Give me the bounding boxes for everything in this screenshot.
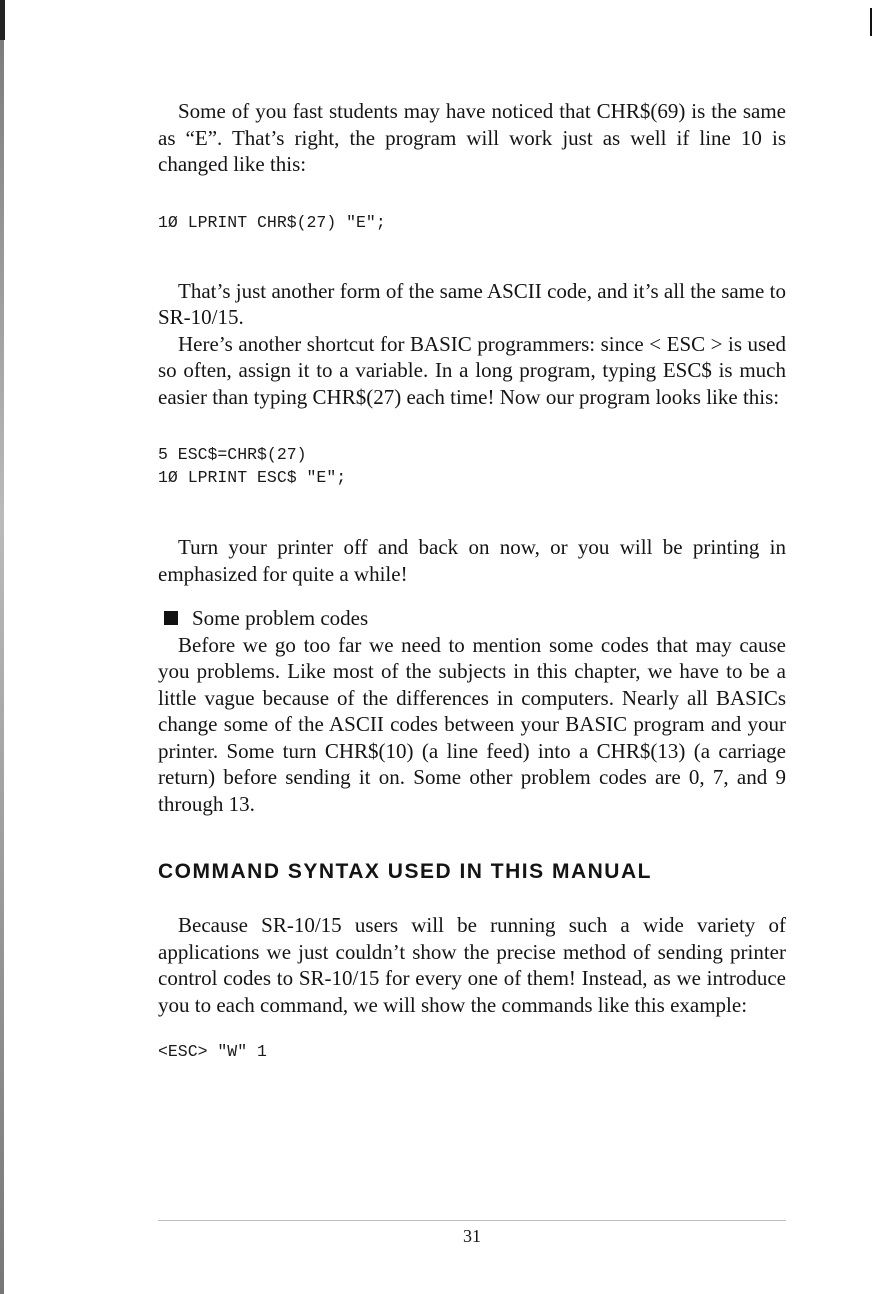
paragraph-shortcut: Here’s another shortcut for BASIC programmers: since < ESC > is used so often, assign it to a variable. In a long program, typing ESC$ is much easier than typing CHR$(27) each time! Now our program looks like this: (158, 331, 786, 409)
code-line-10-esc: 1Ø LPRINT ESC$ "E"; (158, 468, 347, 487)
code-line-10-chr: 1Ø LPRINT CHR$(27) "E"; (158, 212, 386, 232)
scan-edge (0, 0, 4, 1294)
footer-rule (158, 1220, 786, 1221)
page-body (158, 92, 786, 1063)
scan-mark (0, 0, 5, 40)
paragraph-problem-codes: Before we go too far we need to mention some codes that may cause you problems. Like most of the subjects in this chapter, we have to be a little vague because of the differences in computers. Nearly all BASICs change some of the ASCII codes between your BASIC program and your printer. Some turn CHR$(10) (a line feed) into a CHR$(13) (a carriage return) before sending it on. Some other problem codes are 0, 7, and 9 through 13. (158, 632, 786, 816)
code-line-5: 5 ESC$=CHR$(27) (158, 445, 307, 464)
subheading-problem-codes (158, 605, 786, 632)
bullet-square-icon (164, 611, 178, 625)
paragraph-ascii-form: That’s just another form of the same ASCII code, and it’s all the same to SR-10/15. (158, 278, 786, 329)
paragraph-chr69: Some of you fast students may have noticed that CHR$(69) is the same as “E”. That’s right, the program will work just as well if line 10 is changed like this: (158, 99, 786, 176)
subheading-text: Some problem codes (192, 606, 369, 630)
code-block-esc (158, 443, 786, 489)
section-heading: COMMAND SYNTAX USED IN THIS MANUAL (158, 860, 652, 883)
page-number: 31 (463, 1226, 481, 1246)
paragraph-turn-off: Turn your printer off and back on now, or you will be printing in emphasized for quite a while! (158, 535, 786, 586)
paragraph-command-syntax: Because SR-10/15 users will be running such a wide variety of applications we just couldn’t show the precise method of sending printer control codes to SR-10/15 for every one of them! Instead, as we introduce you to each command, we will show the commands like this example: (158, 913, 786, 1017)
scan-mark-right (870, 8, 872, 36)
code-example-command: <ESC> "W" 1 (158, 1042, 267, 1061)
